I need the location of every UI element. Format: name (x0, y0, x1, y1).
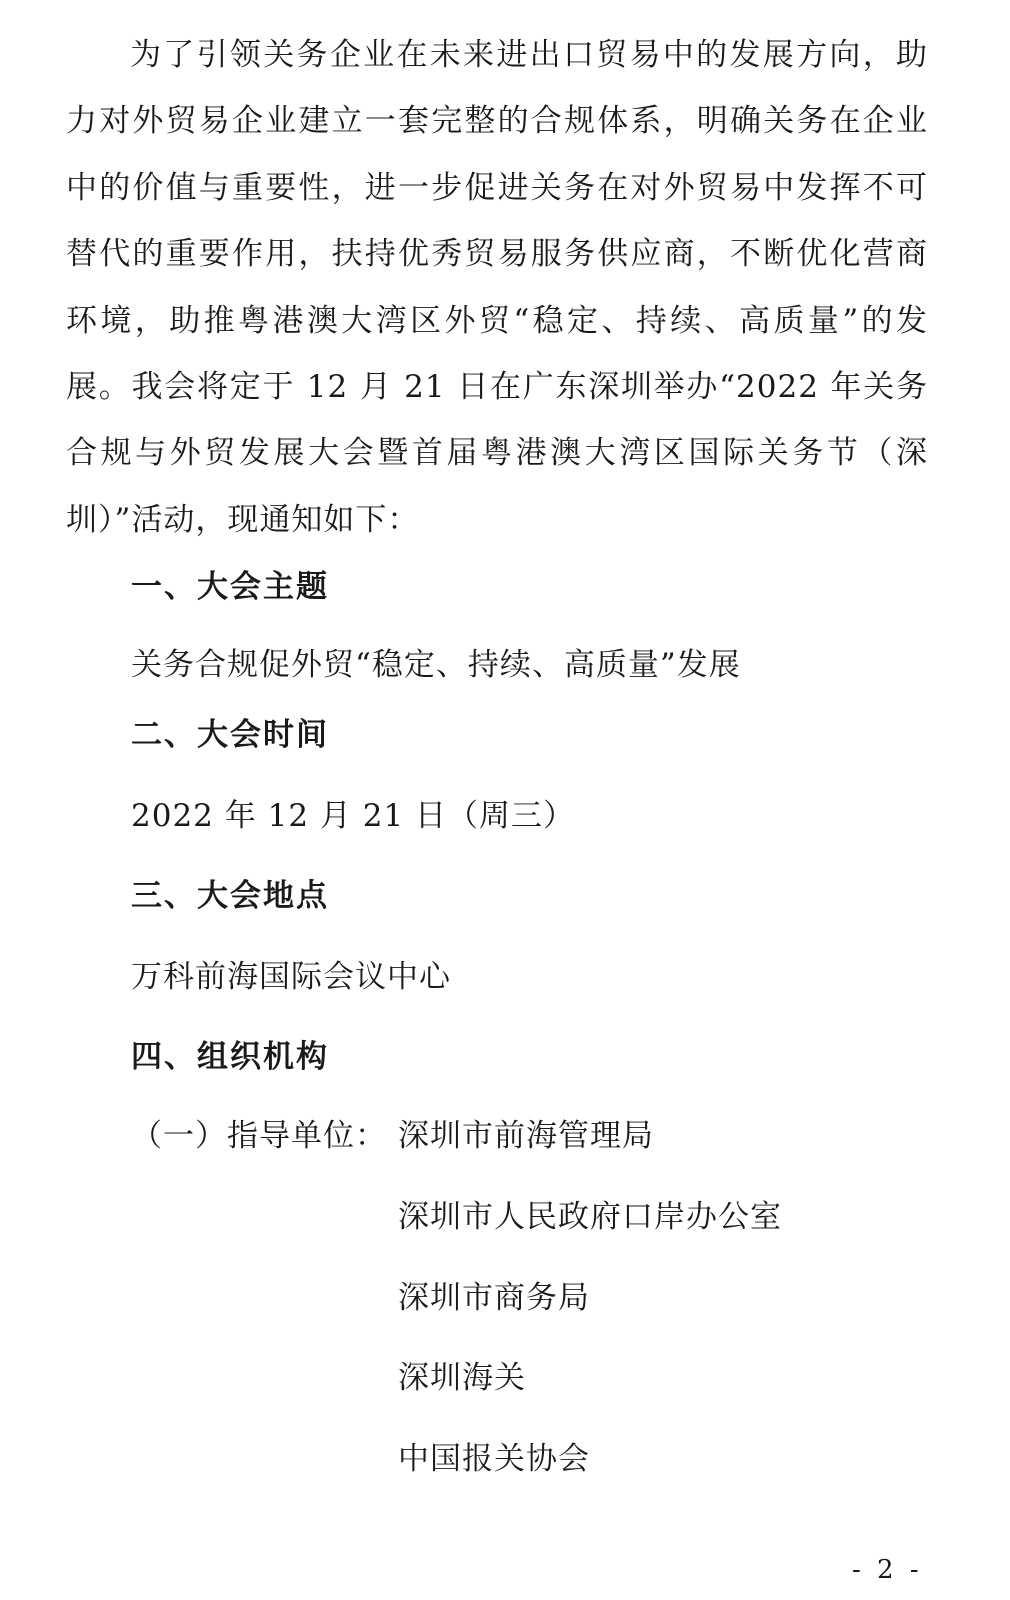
time-content: 2022 年 12 月 21 日（周三） (131, 798, 576, 834)
guiding-unit-item: 深圳海关 (398, 1360, 526, 1396)
section-heading-organization: 四、组织机构 (131, 1039, 329, 1075)
page-number: - 2 - (852, 1555, 923, 1585)
intro-paragraph: 为了引领关务企业在未来进出口贸易中的发展方向，助力对外贸易企业建立一套完整的合规体系，明确关务在企业中的价值与重要性，进一步促进关务在对外贸易中发挥不可替代的重要作用，扶持优秀贸易服务供应商，不断优化营商环境，助推粤港澳大湾区外贸“稳定、持续、高质量”的发展。我会将定于 12 月 21 日在广东深圳举办“2022 年关务合规与外贸发展大会暨首届粤港澳大湾区国际关务节（深圳）”活动，现通知如下： (66, 37, 928, 538)
section-heading-location: 三、大会地点 (131, 878, 329, 914)
guiding-unit-item: 深圳市人民政府口岸办公室 (398, 1199, 782, 1235)
section-heading-theme: 一、大会主题 (131, 569, 329, 605)
theme-content: 关务合规促外贸“稳定、持续、高质量”发展 (131, 647, 741, 683)
location-content: 万科前海国际会议中心 (131, 959, 451, 995)
guiding-unit-item: 深圳市商务局 (398, 1280, 590, 1316)
guiding-unit-item: 中国报关协会 (398, 1441, 590, 1477)
guiding-unit-item: 深圳市前海管理局 (398, 1118, 654, 1154)
section-heading-time: 二、大会时间 (131, 717, 329, 753)
guiding-units-label: （一）指导单位： (131, 1118, 387, 1154)
